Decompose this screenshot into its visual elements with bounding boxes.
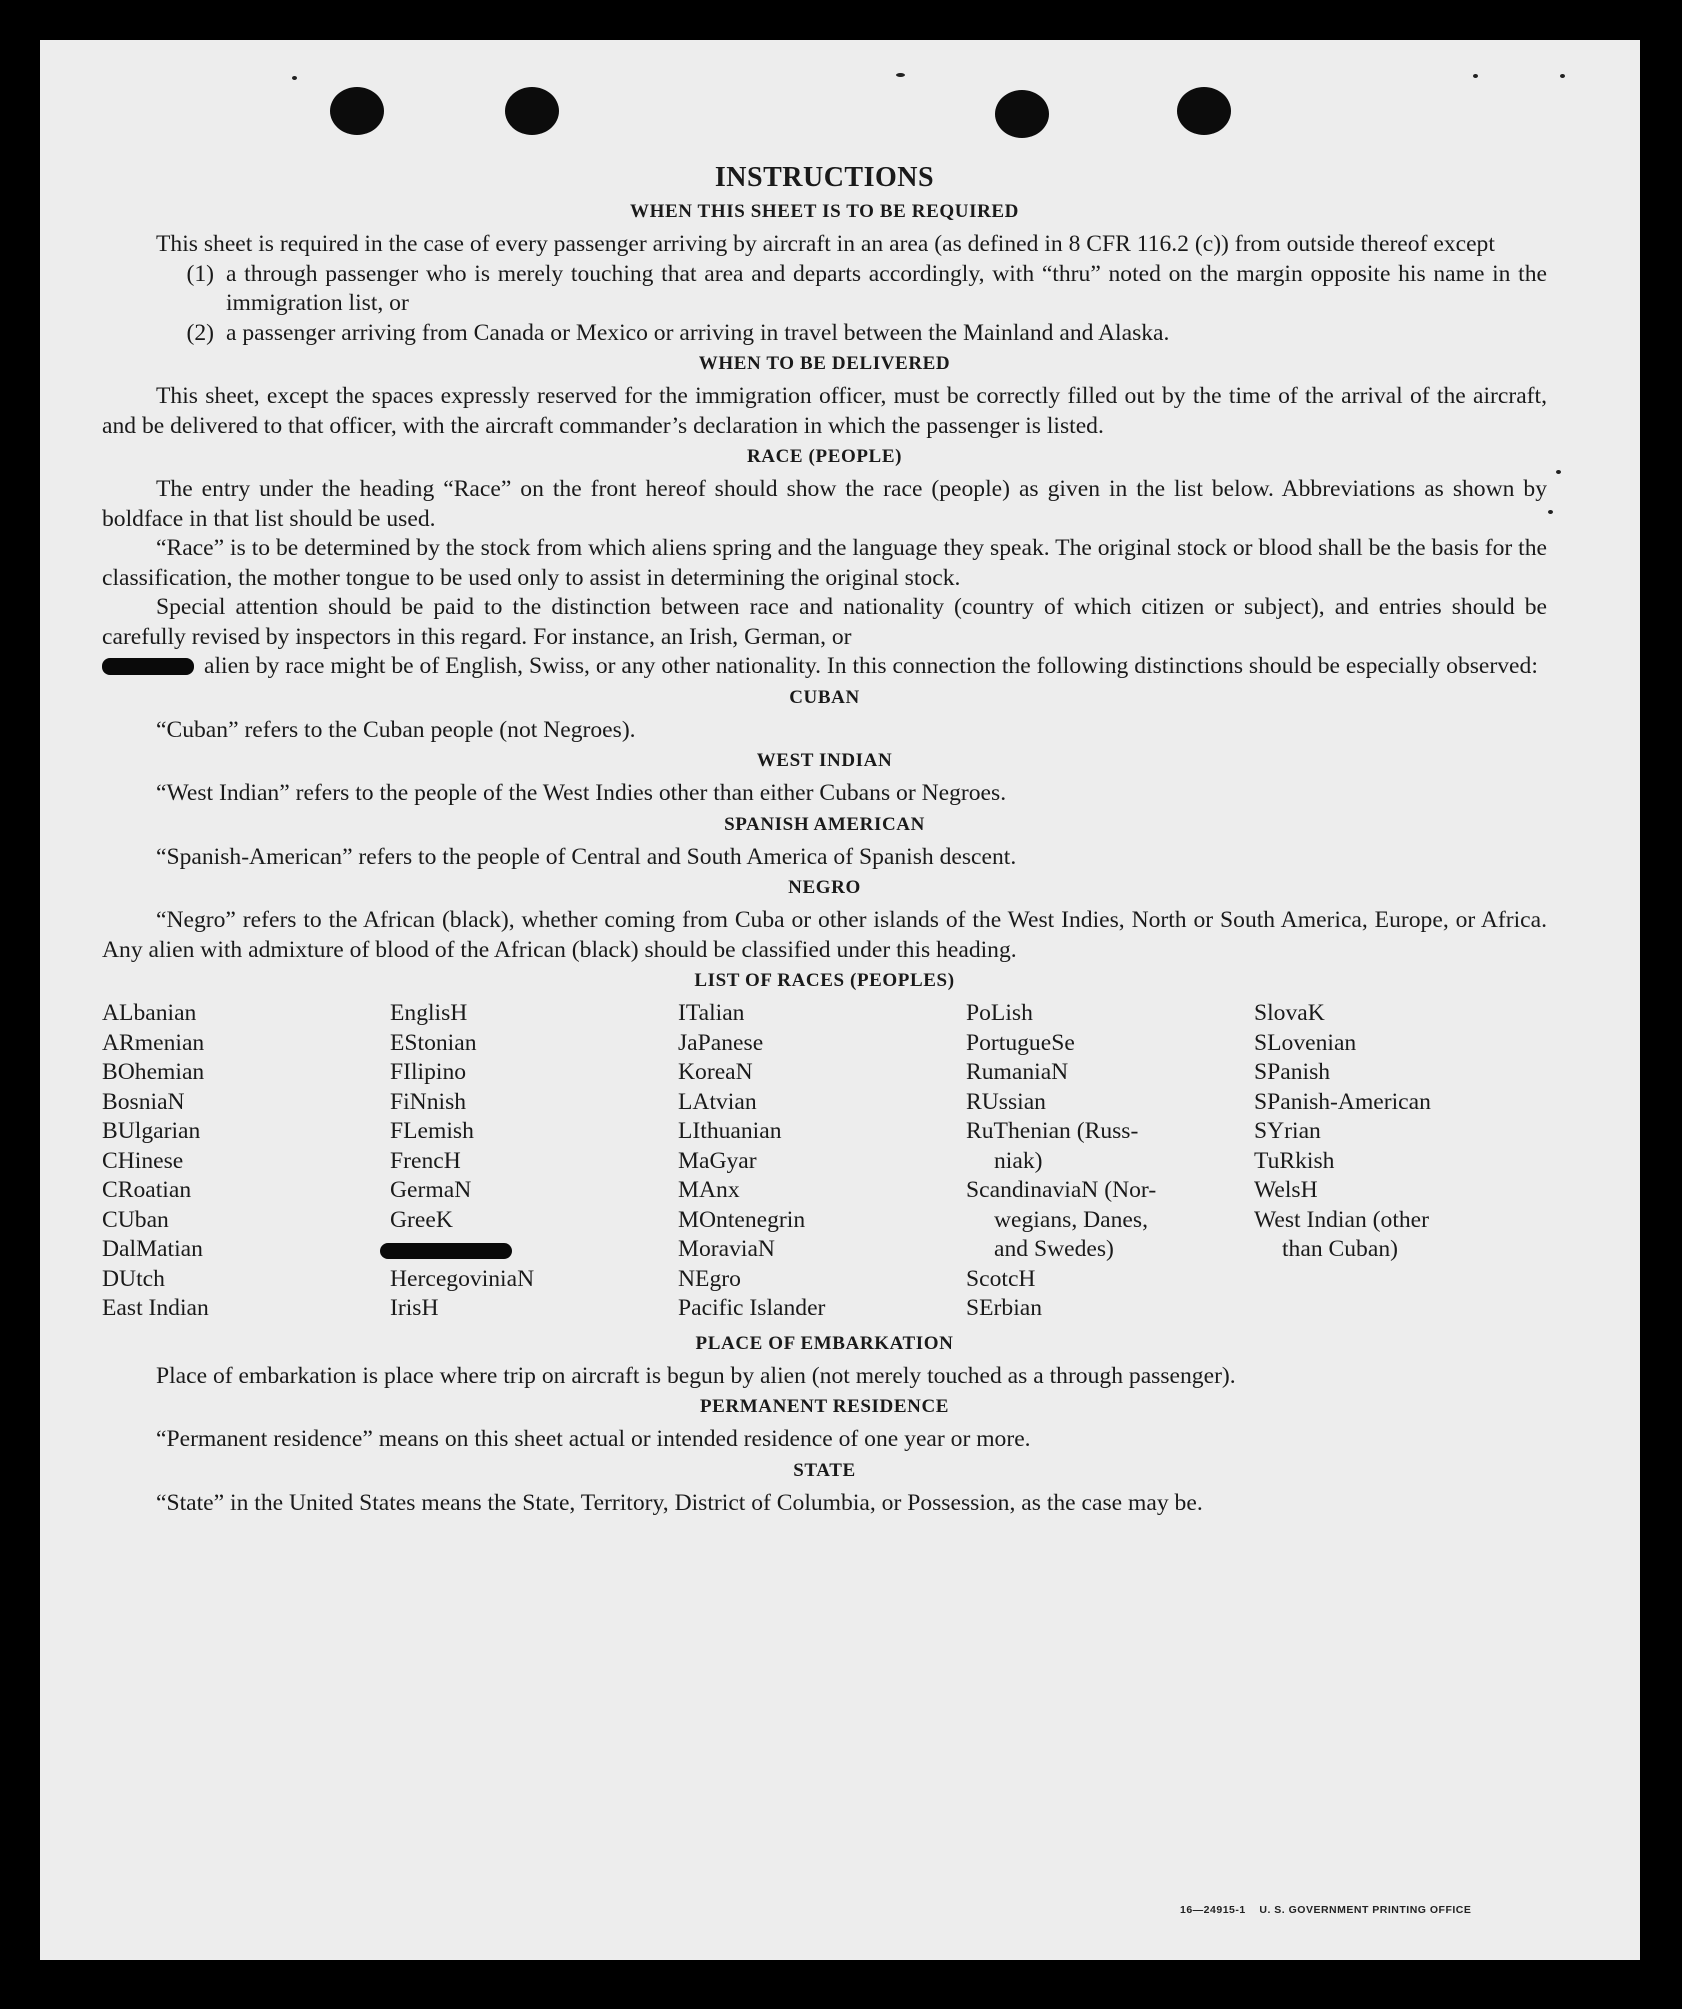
race-entry: East Indian — [102, 1295, 209, 1321]
race-entry: FLemish — [390, 1118, 474, 1144]
race-entry: BUlgarian — [102, 1118, 201, 1144]
race-entry: SLovenian — [1254, 1029, 1357, 1056]
race-paragraph-2: “Race” is to be determined by the stock from which aliens spring and the language they speak. The original stock or blood shall be the basis for the classification, the mother tongue to be used only to assist in determining the original stock. — [102, 535, 1547, 591]
race-entry: ARmenian — [102, 1029, 205, 1056]
embarkation-text: Place of embarkation is place where trip on aircraft is begun by alien (not merely touched as a through passenger). — [156, 1362, 1236, 1389]
race-entry: ScotcH — [966, 1265, 1036, 1292]
item-text: a through passenger who is merely touching that area and departs accordingly, with “thru” noted on the margin opposite his name in the immigration list, or — [226, 260, 1547, 316]
redaction-mark — [102, 658, 194, 675]
race-entry: SErbian — [966, 1295, 1043, 1321]
instructions-content — [102, 160, 1547, 1518]
race-entry: ScandinaviaN (Nor- — [966, 1177, 1157, 1203]
race-entry-continued: and Swedes) — [994, 1236, 1114, 1262]
race-entry: PoLish — [966, 1000, 1033, 1026]
race-paragraph-3: Special attention should be paid to the distinction between race and nationality (country of which citizen or subject), and entries should be carefully revised by inspectors in this regard. For instance, an Irish, German, or — [102, 594, 1547, 650]
race-entry: RuThenian (Russ- — [966, 1118, 1139, 1144]
section-heading-negro: NEGRO — [788, 877, 861, 898]
section-heading-residence: PERMANENT RESIDENCE — [699, 1396, 950, 1417]
punch-hole — [505, 87, 559, 135]
section-heading-state: STATE — [793, 1459, 856, 1481]
printing-office-footer: 16—24915-1 U. S. GOVERNMENT PRINTING OFFICE — [1180, 1904, 1472, 1916]
race-entry: ALbanian — [102, 1000, 197, 1026]
race-entry: MOntenegrin — [678, 1206, 806, 1233]
race-entry: FIlipino — [390, 1059, 467, 1085]
speck — [896, 73, 905, 77]
document-sheet — [40, 40, 1640, 1960]
section-heading-required: WHEN THIS SHEET IS TO BE REQUIRED — [629, 201, 1020, 222]
section-heading-delivered: WHEN TO BE DELIVERED — [698, 353, 951, 374]
race-entry: MAnx — [678, 1177, 740, 1203]
race-entry: IrisH — [390, 1295, 439, 1321]
races-list — [102, 999, 1547, 1324]
section-heading-embarkation: PLACE OF EMBARKATION — [695, 1332, 954, 1354]
race-entry: SPanish-American — [1254, 1088, 1431, 1115]
item-number: (1) — [186, 260, 214, 287]
race-entry: RUssian — [966, 1088, 1046, 1115]
race-entry: GermaN — [390, 1177, 472, 1203]
speck — [1473, 74, 1478, 78]
race-entry: JaPanese — [678, 1029, 764, 1056]
race-entry: SPanish — [1254, 1059, 1331, 1085]
race-entry: TuRkish — [1254, 1147, 1335, 1174]
race-entry: KoreaN — [678, 1059, 753, 1085]
punch-hole — [995, 90, 1049, 138]
race-entry-continued: than Cuban) — [1282, 1236, 1398, 1262]
punch-hole — [1177, 87, 1231, 135]
state-text: “State” in the United States means the State, Territory, District of Columbia, or Possession, as the case may be. — [156, 1489, 1203, 1516]
race-entry: MoraviaN — [678, 1236, 775, 1262]
section-heading-races-list: LIST OF RACES (PEOPLES) — [694, 970, 955, 991]
item-text: a passenger arriving from Canada or Mexico or arriving in travel between the Mainland and Alaska. — [226, 319, 1170, 346]
redaction-mark — [380, 1243, 512, 1259]
race-entry-continued: wegians, Danes, — [994, 1206, 1148, 1233]
speck — [1548, 510, 1553, 514]
race-entry: BOhemian — [102, 1059, 205, 1085]
race-entry: DUtch — [102, 1265, 165, 1292]
residence-text: “Permanent residence” means on this sheet actual or intended residence of one year or more. — [156, 1426, 1031, 1452]
spanish-american-text: “Spanish-American” refers to the people of Central and South America of Spanish descent. — [156, 843, 1017, 870]
section-heading-spanish-american: SPANISH AMERICAN — [724, 813, 925, 835]
race-entry: RumaniaN — [966, 1059, 1069, 1085]
race-entry: EnglisH — [390, 1000, 468, 1026]
race-entry: PortugueSe — [966, 1029, 1075, 1056]
exception-item — [102, 319, 1547, 349]
race-entry: BosniaN — [102, 1088, 185, 1115]
punch-hole — [330, 87, 384, 135]
races-column-2 — [390, 999, 678, 1324]
race-entry: NEgro — [678, 1265, 741, 1292]
section-heading-west-indian: WEST INDIAN — [756, 750, 893, 771]
race-entry: CHinese — [102, 1147, 184, 1174]
races-column-5 — [1254, 999, 1547, 1324]
delivered-text: This sheet, except the spaces expressly reserved for the immigration officer, must be correctly filled out by the time of the arrival of the aircraft, and be delivered to that officer, with the aircraft commander’s declaration in which the passenger is listed. — [102, 383, 1547, 439]
negro-text: “Negro” refers to the African (black), whether coming from Cuba or other islands of the West Indies, North or South America, Europe, or Africa. Any alien with admixture of blood of the African (black) should be classified under this heading. — [102, 907, 1547, 963]
race-entry-continued: niak) — [994, 1147, 1043, 1174]
race-entry: GreeK — [390, 1206, 453, 1233]
race-paragraph-3-continued — [102, 652, 1547, 682]
west-indian-text: “West Indian” refers to the people of the West Indies other than either Cubans or Negroes. — [156, 780, 1007, 806]
race-entry: CRoatian — [102, 1177, 192, 1203]
item-number: (2) — [186, 319, 214, 346]
page-title: INSTRUCTIONS — [714, 162, 935, 193]
race-entry: LAtvian — [678, 1088, 757, 1115]
race-paragraph-1: The entry under the heading “Race” on the front hereof should show the race (people) as given in the list below. Abbreviations as shown by boldface in that list should be used. — [102, 476, 1547, 532]
race-paragraph-3b: alien by race might be of English, Swiss, or any other nationality. In this connection the following distinctions should be especially observed: — [204, 653, 1538, 679]
race-entry: SYrian — [1254, 1118, 1321, 1144]
race-entry: West Indian (other — [1254, 1206, 1429, 1233]
race-entry: ITalian — [678, 1000, 745, 1026]
speck — [1556, 470, 1561, 474]
race-entry: FiNnish — [390, 1088, 467, 1115]
exception-item — [102, 260, 1547, 319]
redacted-race-entry — [390, 1235, 678, 1265]
races-column-1 — [102, 999, 390, 1324]
speck — [292, 76, 297, 80]
races-column-4 — [966, 999, 1254, 1324]
required-intro: This sheet is required in the case of every passenger arriving by aircraft in an area (as defined in 8 CFR 116.2 (c)) from outside thereof except — [156, 231, 1495, 257]
race-entry: MaGyar — [678, 1147, 757, 1174]
race-entry: WelsH — [1254, 1177, 1318, 1203]
race-entry: CUban — [102, 1206, 169, 1233]
race-entry: LIthuanian — [678, 1118, 782, 1144]
race-entry: HercegoviniaN — [390, 1265, 535, 1292]
race-entry: EStonian — [390, 1029, 477, 1056]
races-column-3 — [678, 999, 966, 1324]
speck — [1560, 74, 1565, 78]
race-entry: FrencH — [390, 1147, 461, 1174]
section-heading-cuban: CUBAN — [789, 686, 860, 708]
race-entry: DalMatian — [102, 1236, 203, 1262]
race-entry: SlovaK — [1254, 1000, 1325, 1026]
cuban-text: “Cuban” refers to the Cuban people (not Negroes). — [156, 716, 636, 743]
race-entry: Pacific Islander — [678, 1295, 826, 1321]
section-heading-race: RACE (PEOPLE) — [746, 446, 903, 467]
